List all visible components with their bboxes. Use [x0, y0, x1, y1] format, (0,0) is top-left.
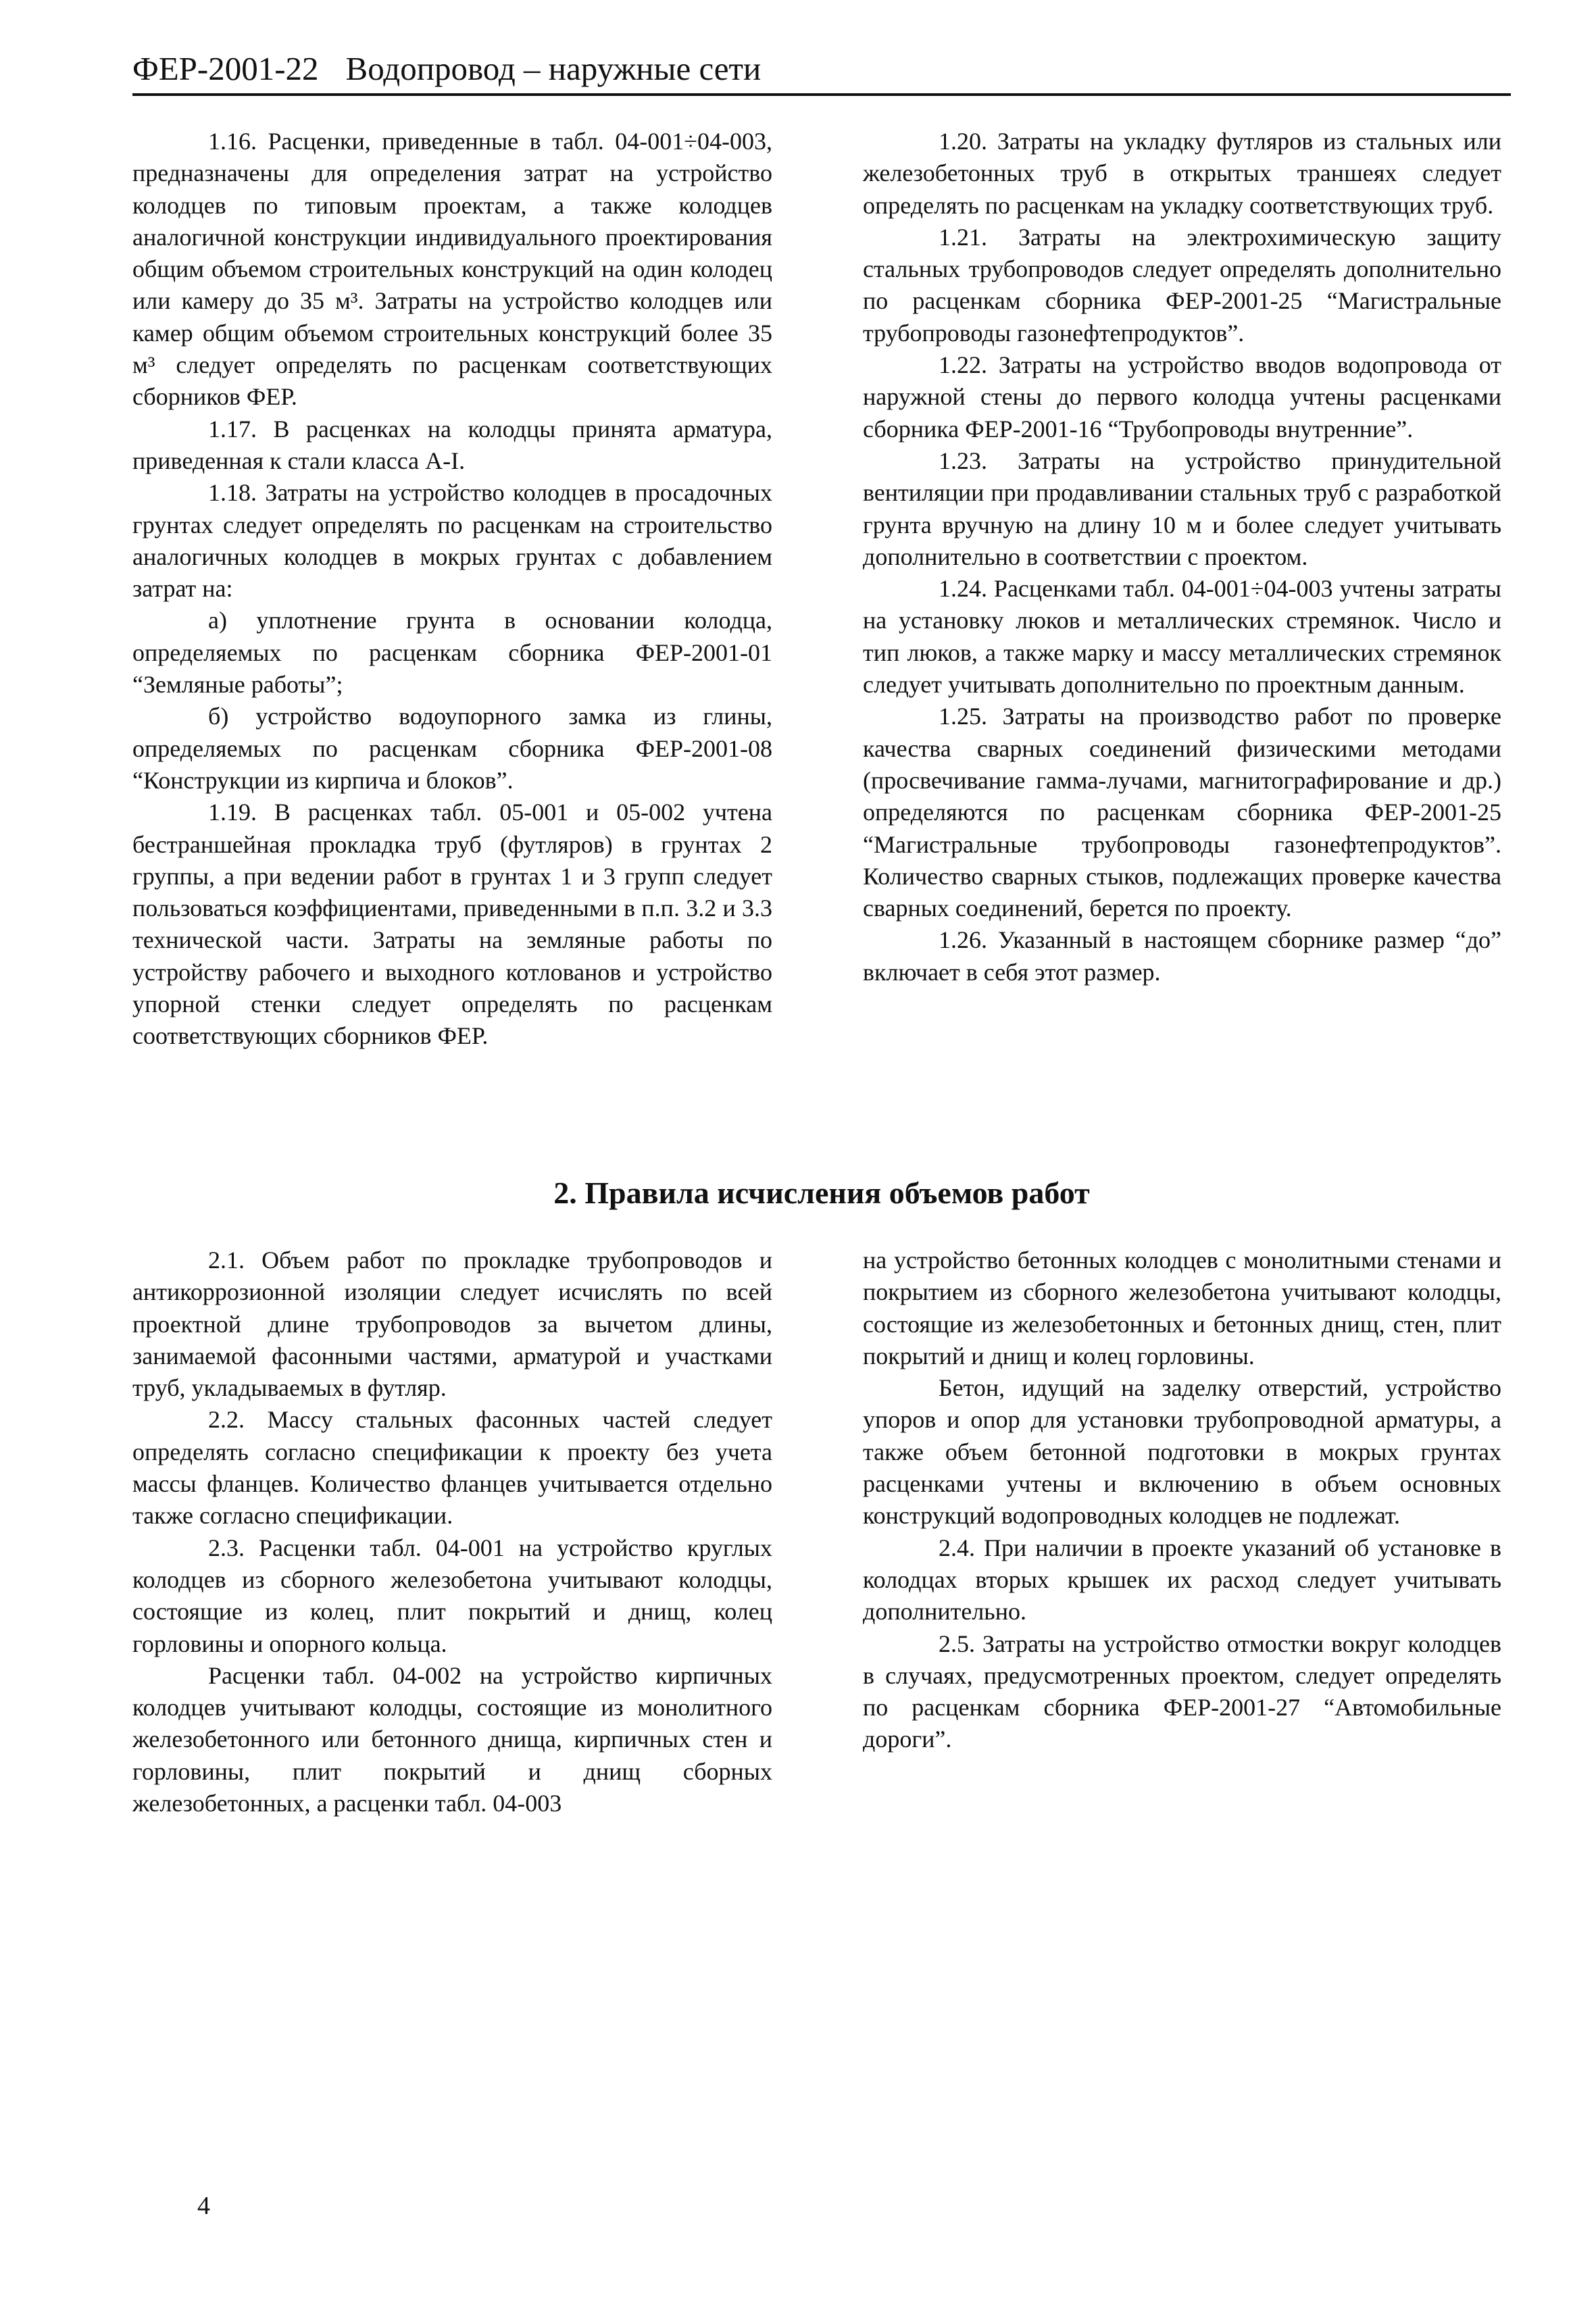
paragraph-1-17: 1.17. В расценках на колодцы принята арматура, приведенная к стали класса А-I. [132, 415, 772, 474]
paragraph-1-20: 1.20. Затраты на укладку футляров из стальных или железобетонных труб в открытых траншеях следует определять по расценкам на укладку соответствующих труб. [863, 128, 1501, 219]
column-right-bottom [863, 1244, 1501, 1756]
paragraph-1-19: 1.19. В расценках табл. 05-001 и 05-002 учтена бестраншейная прокладка труб (футляров) в грунтах 2 группы, а при ведении работ в грунтах 1 и 3 групп следует пользоваться коэффициентами, приведенными в п.п. 3.2 и 3.3 технической части. Затраты на земляные работы по устройству рабочего и выходного котлованов и устройство упорной стенки следует определять по расценкам соответствующих сборников ФЕР. [132, 799, 772, 1050]
paragraph-concrete: Бетон, идущий на заделку отверстий, устройство упоров и опор для установки трубопроводной арматуры, а также объем бетонной подготовки в мокрых грунтах расценками учтены и включению в объем основных конструкций водопроводных колодцев не подлежат. [863, 1374, 1501, 1530]
paragraph-1-18-a: а) уплотнение грунта в основании колодца, определяемых по расценкам сборника ФЕР-2001-01 “Земляные работы”; [132, 607, 772, 699]
paragraph-1-18-b: б) устройство водоупорного замка из глины, определяемых по расценкам сборника ФЕР-2001-08 “Конструкции из кирпича и блоков”. [132, 703, 772, 794]
paragraph-1-21: 1.21. Затраты на электрохимическую защиту стальных трубопроводов следует определять дополнительно по расценкам сборника ФЕР-2001-25 “Магистральные трубопроводы газонефтепродуктов”. [863, 223, 1501, 347]
header-title: Водопровод – наружные сети [345, 50, 762, 87]
paragraph-2-3-end: на устройство бетонных колодцев с монолитными стенами и покрытием из сборного железобетона учитывают колодцы, состоящие из железобетонных и бетонных днищ, стен, плит покрытий и днищ и колец горловины. [863, 1247, 1501, 1369]
page-number: 4 [197, 2192, 210, 2220]
column-left-bottom [132, 1244, 772, 1819]
column-right-top [863, 126, 1501, 988]
paragraph-2-3-cont: Расценки табл. 04-002 на устройство кирпичных колодцев учитывают колодцы, состоящие из монолитного железобетонного или бетонного днища, кирпичных стен и горловины, плит покрытий и днищ сборных железобетонных, а расценки табл. 04-003 [132, 1661, 772, 1817]
paragraph-1-16: 1.16. Расценки, приведенные в табл. 04-001÷04-003, предназначены для определения затрат на устройство колодцев по типовым проектам, а также колодцев аналогичной конструкции индивидуального проектирования общим объемом строительных конструкций на один колодец или камеру до 35 м³. Затраты на устройство колодцев или камер общим объемом строительных конструкций более 35 м³ следует определять по расценкам соответствующих сборников ФЕР. [132, 128, 772, 411]
paragraph-1-25: 1.25. Затраты на производство работ по проверке качества сварных соединений физическими методами (просвечивание гамма-лучами, магнитографирование и др.) определяются по расценкам сборника ФЕР-2001-25 “Магистральные трубопроводы газонефтепродуктов”. Количество сварных стыков, подлежащих проверке качества сварных соединений, берется по проекту. [863, 703, 1501, 922]
paragraph-2-2: 2.2. Массу стальных фасонных частей следует определять согласно спецификации к проекту без учета массы фланцев. Количество фланцев учитывается отдельно также согласно спецификации. [132, 1406, 772, 1530]
paragraph-1-24: 1.24. Расценками табл. 04-001÷04-003 учтены затраты на установку люков и металлических стремянок. Число и тип люков, а также марку и массу металлических стремянок следует учитывать дополнительно по проектным данным. [863, 575, 1501, 699]
paragraph-2-1: 2.1. Объем работ по прокладке трубопроводов и антикоррозионной изоляции следует исчислять по всей проектной длине трубопроводов за вычетом длины, занимаемой фасонными частями, арматурой и участками труб, укладываемых в футляр. [132, 1247, 772, 1402]
paragraph-2-5: 2.5. Затраты на устройство отмостки вокруг колодцев в случаях, предусмотренных проектом, следует определять по расценкам сборника ФЕР-2001-27 “Автомобильные дороги”. [863, 1630, 1501, 1753]
section-title: 2. Правила исчисления объемов работ [553, 1176, 1090, 1210]
paragraph-1-18: 1.18. Затраты на устройство колодцев в просадочных грунтах следует определять по расценкам на строительство аналогичных колодцев в мокрых грунтах с добавлением затрат на: [132, 479, 772, 603]
paragraph-1-26: 1.26. Указанный в настоящем сборнике размер “до” включает в себя этот размер. [863, 926, 1501, 986]
paragraph-2-3: 2.3. Расценки табл. 04-001 на устройство круглых колодцев из сборного железобетона учитывают колодцы, состоящие из колец, плит покрытий и днищ, колец горловины и опорного кольца. [132, 1534, 772, 1657]
paragraph-1-22: 1.22. Затраты на устройство вводов водопровода от наружной стены до первого колодца учтены расценками сборника ФЕР-2001-16 “Трубопроводы внутренние”. [863, 351, 1501, 443]
running-header [132, 49, 1511, 96]
paragraph-2-4: 2.4. При наличии в проекте указаний об установке в колодцах вторых крышек их расход следует учитывать дополнительно. [863, 1534, 1501, 1626]
header-code: ФЕР-2001-22 [132, 50, 319, 87]
column-left-top [132, 126, 772, 1053]
paragraph-1-23: 1.23. Затраты на устройство принудительной вентиляции при продавливании стальных труб с разработкой грунта вручную на длину 10 м и более следует учитывать дополнительно в соответствии с проектом. [863, 447, 1501, 570]
